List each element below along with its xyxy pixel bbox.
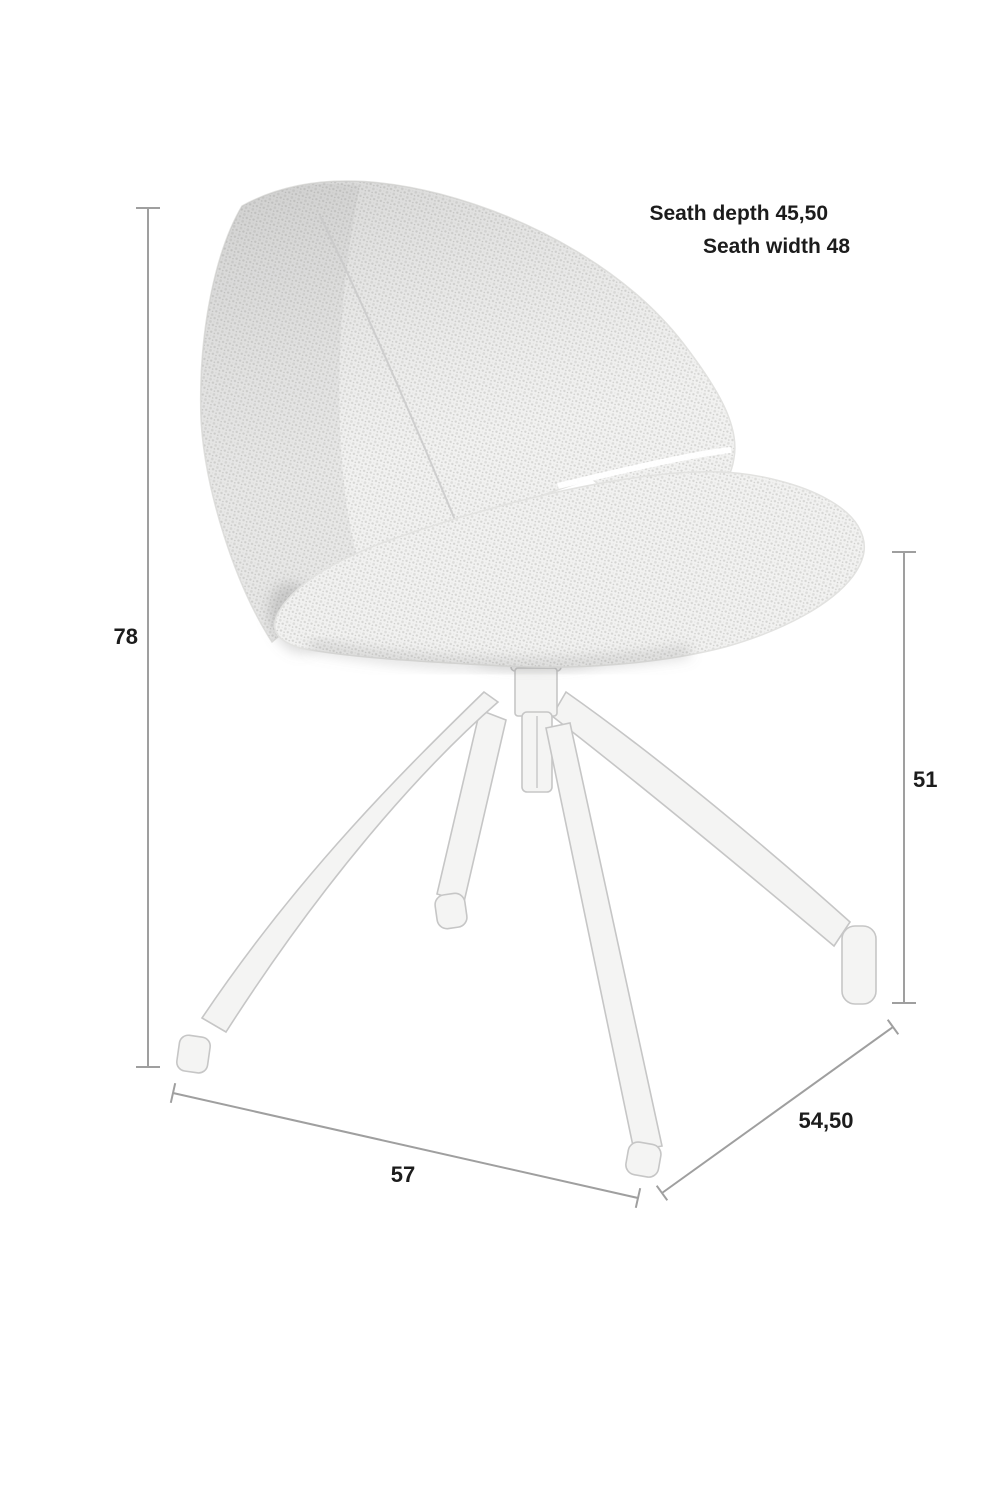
seat-depth-annotation: Seath depth 45,50 <box>649 202 828 225</box>
chair-foot-front-left <box>176 1034 212 1074</box>
chair-swivel-base <box>176 655 876 1179</box>
dimension-seat-height <box>892 552 937 1003</box>
dimension-overall-height <box>114 208 160 1067</box>
dimension-base-width <box>171 1083 640 1208</box>
chair-foot-front <box>624 1140 662 1178</box>
seat-height-value: 51 <box>913 767 938 792</box>
seat-width-annotation: Seath width 48 <box>702 235 850 258</box>
chair-leg-front <box>546 723 663 1179</box>
seat-annotations <box>649 202 850 258</box>
overall-height-value: 78 <box>113 624 138 649</box>
chair-column <box>511 655 561 792</box>
dimension-base-depth <box>657 1020 899 1201</box>
base-width-value: 57 <box>390 1162 416 1187</box>
chair-foot-back-right <box>842 926 876 1004</box>
chair-foot-back-left <box>434 892 468 930</box>
base-depth-value: 54,50 <box>798 1108 854 1133</box>
